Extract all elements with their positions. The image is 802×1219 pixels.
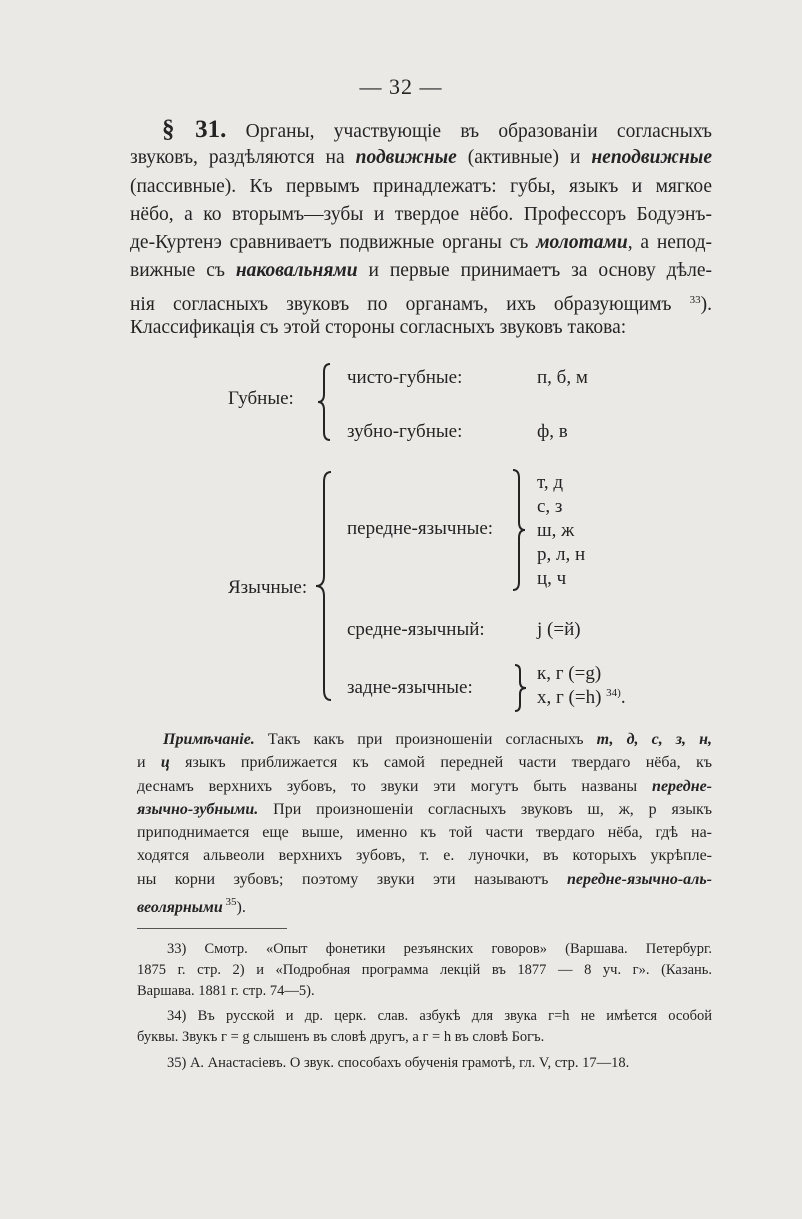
section-31-paragraph	[130, 116, 712, 342]
footnote-34-line-1: 34) Въ русской и др. церк. слав. азбукѣ для звука г=h не имѣется особой	[167, 1008, 712, 1025]
note-line-4: язычно-зубными. При произношеніи согласныхъ звуковъ ш, ж, р языкъ	[137, 800, 712, 818]
para-line-2: звуковъ, раздѣляются на подвижные (активные) и неподвижные	[130, 147, 712, 169]
term-movable: подвижные	[355, 147, 457, 169]
footnote-ref-35: 35	[222, 896, 237, 909]
section-number: § 31.	[162, 116, 227, 143]
para-line-1: § 31. Органы, участвующіе въ образованіи согласныхъ	[162, 116, 713, 143]
lingual-brace	[313, 470, 337, 702]
remark-paragraph	[137, 728, 713, 917]
front-lingual-label: передне-язычные:	[347, 518, 494, 539]
back-lingual-label: задне-язычные:	[347, 677, 473, 698]
labiodental-sounds: ф, в	[537, 421, 568, 442]
middle-lingual-label: средне-язычный:	[347, 619, 485, 640]
note-line-3: деснамъ верхнихъ зубовъ, то звуки эти могутъ быть названы передне-	[137, 777, 712, 795]
back-lingual-brace	[512, 663, 530, 713]
para-line-8: Классификація съ этой стороны согласныхъ звуковъ такова:	[130, 317, 627, 339]
term-immovable: неподвижные	[591, 147, 712, 169]
para-line-5: де-Куртенэ сравниваетъ подвижные органы съ молотами, а непод-	[130, 232, 712, 254]
term-hammers: молотами	[536, 232, 628, 254]
footnotes	[137, 939, 712, 1074]
front-sounds-2: с, з	[537, 496, 563, 517]
labial-brace	[316, 362, 336, 442]
para-line-6: вижные съ наковальнями и первые принимаетъ за основу дѣле-	[130, 260, 712, 282]
footnote-35: 35) А. Анастасіевъ. О звук. способахъ обученія грамотѣ, гл. V, стр. 17—18.	[167, 1054, 630, 1071]
front-sounds-1: т, д	[537, 472, 564, 493]
footnote-33-line-2: 1875 г. стр. 2) и «Подробная программа лекцій въ 1877 — 8 уч. г». (Казань.	[137, 961, 712, 978]
note-line-6: ходятся альвеоли верхнихъ зубовъ, т. е. луночки, въ которыхъ укрѣпле-	[137, 847, 712, 865]
note-line-1: Примѣчаніе. Такъ какъ при произношеніи согласныхъ т, д, с, з, н,	[163, 731, 712, 748]
footnote-33-line-1: 33) Смотр. «Опыт фонетики резъянских говоров» (Варшава. Петербург.	[167, 941, 712, 957]
front-sounds-5: ц, ч	[537, 568, 567, 589]
footnote-ref-34: 34)	[606, 687, 621, 699]
labiodental-label: зубно-губные:	[347, 421, 463, 442]
front-sounds-4: р, л, н	[537, 544, 586, 565]
para-line-3: (пассивные). Къ первымъ принадлежатъ: губы, языкъ и мягкое	[130, 175, 712, 197]
footnote-34-line-2: буквы. Звукъ г = g слышенъ въ словѣ другъ, а г = h въ словѣ Богъ.	[137, 1029, 545, 1046]
footnote-33-line-3: Варшава. 1881 г. стр. 74—5).	[137, 982, 315, 999]
footnote-ref-33: 33	[689, 293, 701, 306]
page-number: — 32 —	[359, 74, 443, 99]
middle-lingual-sounds: j (=й)	[537, 619, 581, 640]
note-line-5: приподнимается еще выше, именно къ той части твердаго нёба, гдѣ на-	[137, 824, 712, 842]
remark-heading: Примѣчаніе.	[163, 731, 255, 748]
lingual-label: Язычные:	[228, 577, 308, 598]
note-line-8: веолярными $^{35}$).	[137, 896, 246, 917]
term-anvils: наковальнями	[235, 260, 358, 282]
pure-labial-label: чисто-губные:	[347, 367, 463, 388]
back-sounds-2: х, г (=h) $^{34)}$.	[537, 687, 626, 708]
pure-labial-sounds: п, б, м	[537, 367, 588, 388]
front-sounds-3: ш, ж	[537, 520, 575, 541]
back-sounds-1: к, г (=g)	[537, 663, 602, 684]
note-line-2: и ц языкъ приближается къ самой передней части твердаго нёба, къ	[137, 754, 713, 772]
labial-label: Губные:	[228, 388, 294, 409]
para-line-7: нія согласныхъ звуковъ по органамъ, ихъ образующимъ $^{33}$).	[130, 293, 712, 315]
para-line-4: нёбо, а ко вторымъ—зубы и твердое нёбо. Профессоръ Бодуэнъ-	[130, 203, 712, 225]
note-line-7: ны корни зубовъ; поэтому звуки эти называютъ передне-язычно-аль-	[137, 870, 712, 888]
front-lingual-brace	[510, 468, 528, 592]
footnote-divider	[137, 928, 287, 929]
